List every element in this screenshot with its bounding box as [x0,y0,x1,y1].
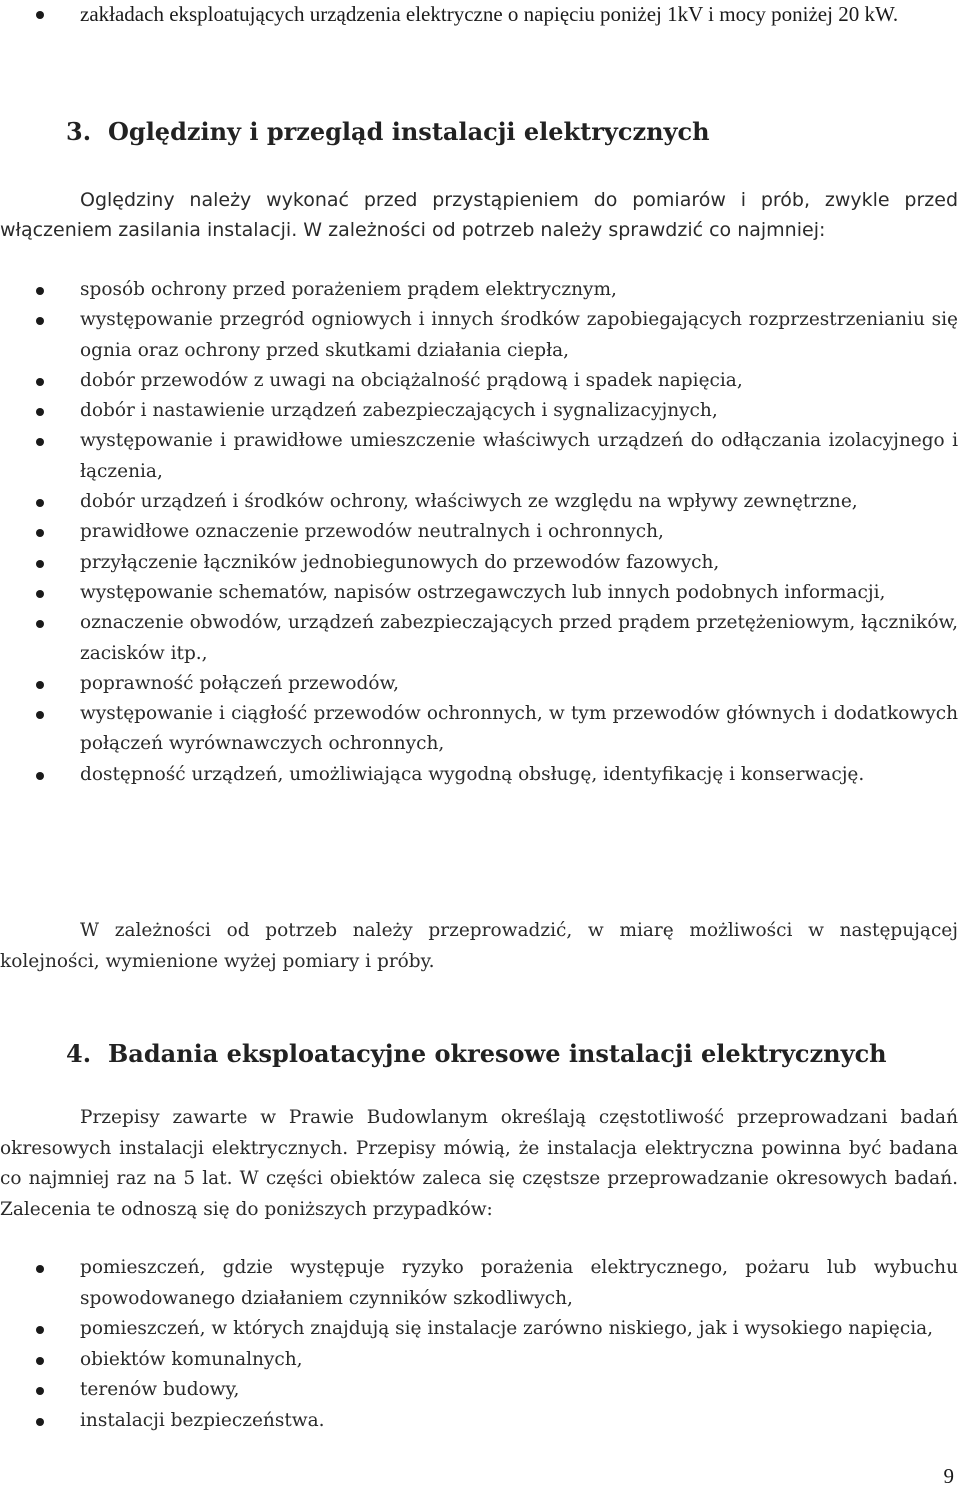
list-item: instalacji bezpieczeństwa. [0,1406,960,1437]
list-item: występowanie schematów, napisów ostrzegawczych lub innych podobnych informacji, [0,578,960,608]
list-item: prawidłowe oznaczenie przewodów neutralnych i ochronnych, [0,517,960,547]
section-4-list [0,1253,960,1437]
list-item: terenów budowy, [0,1375,960,1406]
list-item: przyłączenie łączników jednobiegunowych do przewodów fazowych, [0,548,960,578]
section-3-intro [0,185,958,245]
paragraph-text: W zależności od potrzeb należy przeprowadzić, w miarę możliwości w następującej kolejności, wymienione wyżej pomiary i próby. [0,920,958,972]
list-item: poprawność połączeń przewodów, [0,669,960,699]
section-title: Oględziny i przegląd instalacji elektrycznych [108,117,710,146]
list-item: dobór przewodów z uwagi na obciążalność prądową i spadek napięcia, [0,366,960,396]
list-item: występowanie i ciągłość przewodów ochronnych, w tym przewodów głównych i dodatkowych połączeń wyrównawczych ochronnych, [0,699,960,760]
list-item: dobór i nastawienie urządzeń zabezpieczających i sygnalizacyjnych, [0,396,960,426]
page-number: 9 [943,1464,954,1488]
list-item: dostępność urządzeń, umożliwiająca wygodną obsługę, identyfikację i konserwację. [0,760,960,790]
list-item: zakładach eksploatujących urządzenia elektryczne o napięciu poniżej 1kV i mocy poniżej 20 kW. [0,0,960,29]
list-item: dobór urządzeń i środków ochrony, właściwych ze względu na wpływy zewnętrzne, [0,487,960,517]
list-item: oznaczenie obwodów, urządzeń zabezpieczających przed prądem przetężeniowym, łączników, zacisków itp., [0,608,960,669]
paragraph-text: Przepisy zawarte w Prawie Budowlanym określają częstotliwość przeprowadzani badań okresowych instalacji elektrycznych. Przepisy mówią, że instalacja elektryczna powinna być badana co najmniej raz na 5 lat. W części obiektów zaleca się częstsze przeprowadzanie okresowych badań. Zalecenia te odnoszą się do poniższych przypadków: [0,1107,958,1220]
section-title: Badania eksploatacyjne okresowe instalacji elektrycznych [108,1039,887,1068]
list-item: pomieszczeń, w których znajdują się instalacje zarówno niskiego, jak i wysokiego napięcia, [0,1314,960,1345]
section-3-closing [0,915,958,977]
section-number: 4. [66,1039,92,1068]
section-4-intro [0,1103,958,1225]
section-number: 3. [66,117,92,146]
list-item: występowanie i prawidłowe umieszczenie właściwych urządzeń do odłączania izolacyjnego i łączenia, [0,426,960,487]
section-3-checklist [0,275,960,790]
section-3-heading [66,112,710,152]
list-item: pomieszczeń, gdzie występuje ryzyko porażenia elektrycznego, pożaru lub wybuchu spowodowanego działaniem czynników szkodliwych, [0,1253,960,1314]
list-item: obiektów komunalnych, [0,1345,960,1376]
paragraph-text: Oględziny należy wykonać przed przystąpieniem do pomiarów i prób, zwykle przed włączeniem zasilania instalacji. W zależności od potrzeb należy sprawdzić co najmniej: [0,189,958,241]
section-4-heading [66,1034,887,1074]
list-item: sposób ochrony przed porażeniem prądem elektrycznym, [0,275,960,305]
list-item: występowanie przegród ogniowych i innych środków zapobiegających rozprzestrzenianiu się ognia oraz ochrony przed skutkami działania ciepła, [0,305,960,366]
top-bullet-list [0,0,960,29]
